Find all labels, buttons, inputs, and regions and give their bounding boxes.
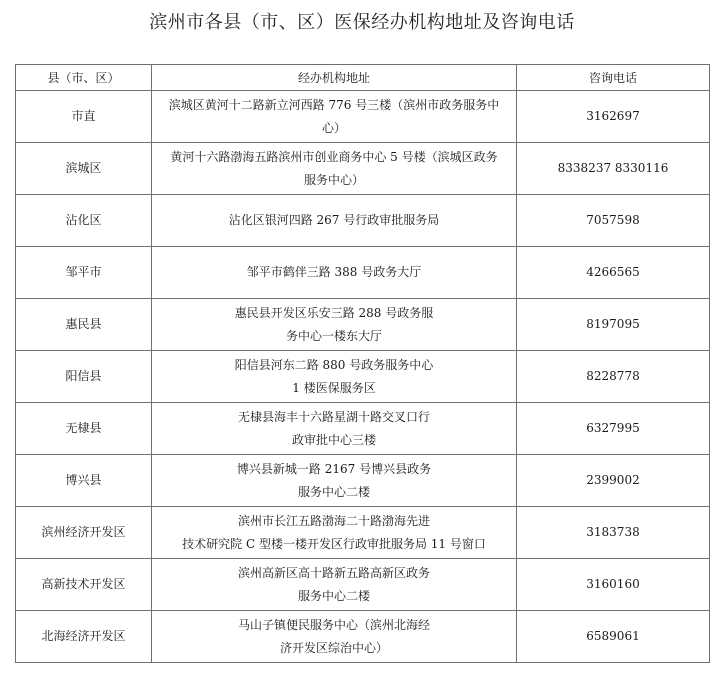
table-row: [16, 195, 710, 247]
phone-cell: 3162697: [517, 91, 710, 143]
address-line: 心）: [321, 120, 346, 135]
table-header-row: [16, 65, 710, 91]
address-line: 惠民县开发区乐安三路 288 号政务服: [234, 305, 434, 320]
county-cell: 博兴县: [16, 455, 152, 507]
address-line: 济开发区综治中心）: [279, 640, 388, 655]
table-row: [16, 247, 710, 299]
address-cell: [152, 91, 517, 143]
county-cell: 阳信县: [16, 351, 152, 403]
table-row: [16, 403, 710, 455]
address-line: 沾化区银河四路 267 号行政审批服务局: [228, 213, 440, 227]
phone-cell: 2399002: [517, 455, 710, 507]
header-address: 经办机构地址: [152, 65, 517, 91]
address-line: 黄河十六路渤海五路滨州市创业商务中心 5 号楼（滨城区政务: [170, 149, 498, 164]
table-row: [16, 143, 710, 195]
address-cell: [152, 351, 517, 403]
table-row: [16, 559, 710, 611]
county-cell: 滨城区: [16, 143, 152, 195]
table-row: [16, 299, 710, 351]
address-cell: [152, 455, 517, 507]
phone-cell: 3183738: [517, 507, 710, 559]
address-line: 邹平市鹤伴三路 388 号政务大厅: [246, 265, 422, 279]
contacts-table: [15, 64, 710, 663]
address-cell: [152, 403, 517, 455]
county-cell: 市直: [16, 91, 152, 143]
phone-cell: 8228778: [517, 351, 710, 403]
header-phone: 咨询电话: [517, 65, 710, 91]
address-line: 博兴县新城一路 2167 号博兴县政务: [236, 461, 432, 476]
address-line: 1 楼医保服务区: [292, 380, 376, 395]
address-line: 服务中心）: [303, 172, 364, 187]
phone-cell: 4266565: [517, 247, 710, 299]
address-line: 服务中心二楼: [297, 484, 370, 499]
page-title: 滨州市各县（市、区）医保经办机构地址及咨询电话: [149, 12, 575, 33]
header-county: 县（市、区）: [16, 65, 152, 91]
address-line: 服务中心二楼: [297, 588, 370, 603]
phone-cell: 8338237 8330116: [517, 143, 710, 195]
county-cell: 沾化区: [16, 195, 152, 247]
table-row: [16, 507, 710, 559]
county-cell: 北海经济开发区: [16, 611, 152, 663]
county-cell: 惠民县: [16, 299, 152, 351]
address-cell: [152, 143, 517, 195]
address-line: 务中心一楼东大厅: [285, 328, 382, 343]
address-cell: [152, 559, 517, 611]
address-line: 滨城区黄河十二路新立河西路 776 号三楼（滨州市政务服务中: [168, 97, 500, 112]
phone-cell: 7057598: [517, 195, 710, 247]
address-line: 技术研究院 C 型楼一楼开发区行政审批服务局 11 号窗口: [182, 536, 486, 551]
address-cell: [152, 299, 517, 351]
county-cell: 无棣县: [16, 403, 152, 455]
phone-cell: 3160160: [517, 559, 710, 611]
address-line: 阳信县河东二路 880 号政务服务中心: [234, 357, 434, 372]
address-line: 马山子镇便民服务中心（滨州北海经: [237, 617, 430, 632]
address-line: 滨州高新区高十路新五路高新区政务: [237, 565, 430, 580]
table-body: [16, 91, 710, 663]
phone-cell: 6589061: [517, 611, 710, 663]
address-cell: [152, 611, 517, 663]
table-row: [16, 91, 710, 143]
address-cell: [152, 507, 517, 559]
county-cell: 高新技术开发区: [16, 559, 152, 611]
address-line: 政审批中心三楼: [291, 432, 376, 447]
phone-cell: 8197095: [517, 299, 710, 351]
county-cell: 滨州经济开发区: [16, 507, 152, 559]
table-row: [16, 611, 710, 663]
address-line: 滨州市长江五路渤海二十路渤海先进: [237, 513, 430, 528]
table-row: [16, 351, 710, 403]
address-cell: [152, 247, 517, 299]
table-row: [16, 455, 710, 507]
address-line: 无棣县海丰十六路星湖十路交叉口行: [237, 409, 430, 424]
address-cell: [152, 195, 517, 247]
phone-cell: 6327995: [517, 403, 710, 455]
county-cell: 邹平市: [16, 247, 152, 299]
